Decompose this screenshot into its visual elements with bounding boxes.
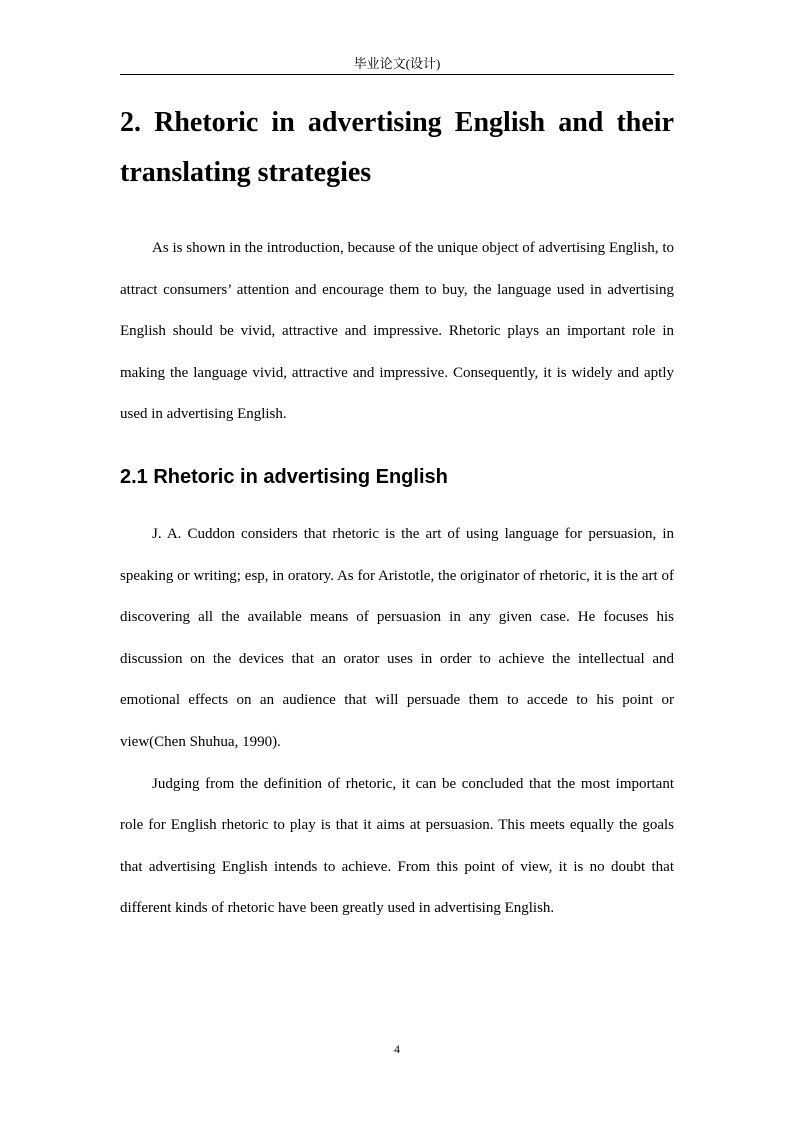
page-number: 4 (394, 1042, 400, 1056)
chapter-title: 2. Rhetoric in advertising English and their translating strategies (120, 107, 674, 188)
page-body (120, 98, 674, 930)
intro-paragraph: As is shown in the introduction, because of the unique object of advertising English, to attract consumers’ attention and encourage them to buy, the language used in advertising English should be vivid, attractive and impressive. Rhetoric plays an important role in making the language vivid, attractive and impressive. Consequently, it is widely and aptly used in advertising English. (120, 240, 674, 423)
body-paragraph: J. A. Cuddon considers that rhetoric is the art of using language for persuasion, in speaking or writing; esp, in oratory. As for Aristotle, the originator of rhetoric, it is the art of discovering all the available means of persuasion in any given case. He focuses his discussion on the devices that an orator uses in order to achieve the intellectual and emotional effects on an audience that will persuade them to accede to his point or view(Chen Shuhua, 1990). (120, 525, 674, 750)
header-rule (120, 74, 674, 75)
running-header: 毕业论文(设计) (353, 56, 441, 71)
section-title: 2.1 Rhetoric in advertising English (120, 465, 448, 488)
body-paragraph: Judging from the definition of rhetoric, it can be concluded that the most important role for English rhetoric to play is that it aims at persuasion. This meets equally the goals that advertising English intends to achieve. From this point of view, it is no doubt that different kinds of rhetoric have been greatly used in advertising English. (120, 775, 674, 917)
